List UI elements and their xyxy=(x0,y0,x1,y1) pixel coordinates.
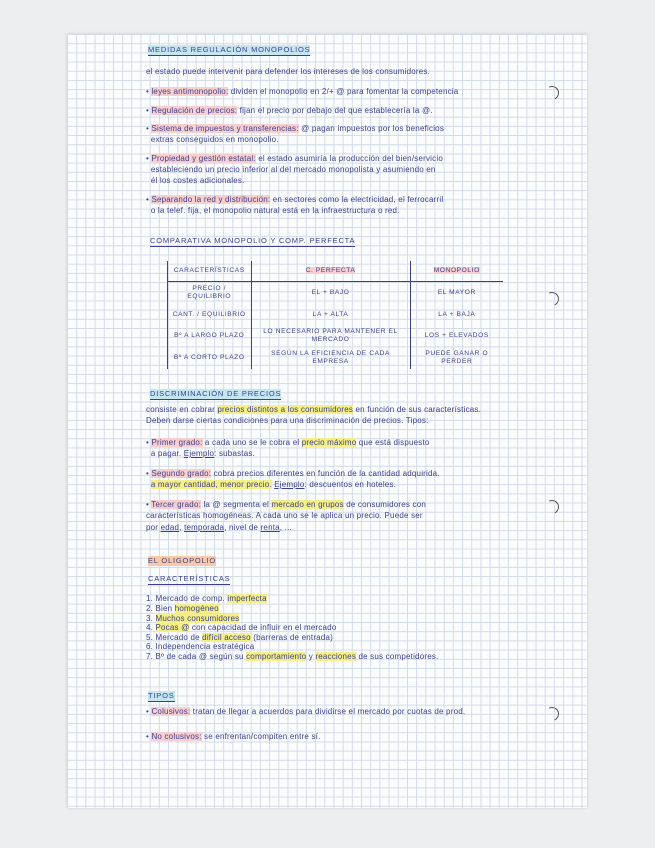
text-segment: , ... xyxy=(279,523,292,532)
table-cell: EL MAYOR xyxy=(410,282,503,305)
text-segment: consiste en cobrar xyxy=(146,405,218,414)
text-segment: de sus competidores. xyxy=(356,652,439,661)
highlighted-term: difícil acceso xyxy=(202,633,251,642)
table-cell: Bº A CORTO PLAZO xyxy=(168,347,252,369)
text-line xyxy=(146,523,292,532)
text-line xyxy=(146,500,426,509)
text-segment: en función de sus características. xyxy=(353,405,482,414)
text-segment: Ejemplo xyxy=(274,480,305,489)
highlighted-term: mercado en grupos xyxy=(271,500,344,509)
text-segment: 4. xyxy=(146,623,156,632)
text-segment: • xyxy=(146,87,152,96)
binder-hole-icon xyxy=(543,290,561,308)
heading-oligopolio: EL OLIGOPOLIO xyxy=(148,556,217,565)
text-segment: Deben darse ciertas condiciones para una discriminación de precios. Tipos: xyxy=(146,416,429,425)
table-header: MONOPOLIO xyxy=(410,261,503,282)
text-segment: por xyxy=(146,523,161,532)
text-line xyxy=(146,707,465,716)
heading-caracteristicas: CARACTERÍSTICAS xyxy=(148,574,231,583)
text-segment: (barreras de entrada) xyxy=(250,633,333,642)
highlighted-term: imperfecta xyxy=(227,594,267,603)
table-header: CARACTERÍSTICAS xyxy=(168,261,252,282)
text-segment: : subastas. xyxy=(214,449,255,458)
text-line xyxy=(146,165,436,174)
highlighted-term: homogéneo xyxy=(174,604,219,613)
table-cell: SEGÚN LA EFICIENCIA DE CADA EMPRESA xyxy=(251,347,410,369)
text-segment: temporada xyxy=(184,523,225,532)
text-segment: fijan el precio por debajo del que establecería la @. xyxy=(237,106,433,115)
highlighted-term: Regulación de precios: xyxy=(151,106,238,115)
text-line xyxy=(146,480,396,489)
table-cell: LA + BAJA xyxy=(410,304,503,325)
table-cell: Bº A LARGO PLAZO xyxy=(168,325,252,347)
text-segment: • xyxy=(146,500,152,509)
text-line xyxy=(146,67,430,76)
text-line xyxy=(146,604,219,613)
table-cell: PUEDE GANAR O PERDER xyxy=(410,347,503,369)
text-segment: cobra precios diferentes en función de la cantidad adquirida. xyxy=(211,469,440,478)
text-segment: • xyxy=(146,732,152,741)
text-line xyxy=(146,106,433,115)
comparison-table xyxy=(167,261,503,369)
binder-hole-icon xyxy=(543,498,561,516)
text-segment: 5. Mercado de xyxy=(146,633,203,642)
heading-medidas: MEDIDAS REGULACIÓN MONOPOLIOS xyxy=(148,45,311,54)
highlighted-term: Primer grado: xyxy=(151,438,203,447)
table-cell: EL + BAJO xyxy=(251,282,410,305)
text-line xyxy=(146,176,245,185)
text-segment: él los costes adicionales. xyxy=(146,176,245,185)
highlighted-term: Muchos consumidores xyxy=(155,614,240,623)
table-row xyxy=(168,347,504,369)
highlighted-term: Tercer grado: xyxy=(151,500,202,509)
highlighted-term: a mayor cantidad, menor precio. xyxy=(150,480,272,489)
text-line xyxy=(146,206,400,215)
highlighted-term: leyes antimonopolio: xyxy=(151,87,229,96)
text-segment: características homogéneas. A cada uno se le aplica un precio. Puede ser xyxy=(146,511,423,520)
text-line xyxy=(146,195,443,204)
text-segment: • xyxy=(146,469,152,478)
table-row xyxy=(168,325,504,347)
text-segment: la @ segmenta el xyxy=(201,500,272,509)
text-line xyxy=(146,594,267,603)
text-line xyxy=(146,469,440,478)
text-segment: • xyxy=(146,124,152,133)
text-segment: y xyxy=(306,652,316,661)
table-cell: LO NECESARIO PARA MANTENER EL MERCADO xyxy=(251,325,410,347)
text-segment: estableciendo un precio inferior al del mercado monopolista y asumiendo en xyxy=(146,165,436,174)
text-line xyxy=(146,449,255,458)
text-line xyxy=(146,124,444,133)
table-row xyxy=(168,304,504,325)
text-segment: en sectores como la electricidad, el ferrocarril xyxy=(270,195,444,204)
text-segment: a pagar. xyxy=(146,449,184,458)
text-segment: el estado asumiría la producción del bien/servicio xyxy=(255,154,443,163)
text-segment: 6. Independencia estratégica xyxy=(146,642,255,651)
text-line xyxy=(146,633,333,642)
text-line xyxy=(146,416,429,425)
text-line xyxy=(146,614,239,623)
table-row xyxy=(168,282,504,305)
table-cell: CANT. / EQUILIBRIO xyxy=(168,304,252,325)
binder-hole-icon xyxy=(543,705,561,723)
highlighted-term: Separando la red y distribución: xyxy=(151,195,271,204)
text-segment: , nivel de xyxy=(224,523,261,532)
text-line xyxy=(146,511,423,520)
text-segment: con capacidad de influir en el mercado xyxy=(189,623,337,632)
text-segment: • xyxy=(146,106,152,115)
text-segment: 3. xyxy=(146,614,156,623)
text-segment: renta xyxy=(260,523,280,532)
text-segment: , xyxy=(179,523,185,532)
text-segment: dividen el monopolio en 2/+ @ para fomentar la competencia xyxy=(228,87,459,96)
text-line xyxy=(146,87,458,96)
text-line xyxy=(146,154,443,163)
text-segment: 7. Bº de cada @ según su xyxy=(146,652,247,661)
highlighted-term: Colusivos: xyxy=(151,707,191,716)
highlighted-term: Sistema de impuestos y transferencias: xyxy=(151,124,299,133)
text-segment: • xyxy=(146,707,152,716)
table-header: C. PERFECTA xyxy=(251,261,410,282)
text-segment: • xyxy=(146,154,152,163)
text-line xyxy=(146,623,336,632)
text-line xyxy=(146,652,438,661)
heading-discriminacion: DISCRIMINACIÓN DE PRECIOS xyxy=(150,389,282,398)
heading-tipos: TIPOS xyxy=(148,691,175,700)
text-segment: • xyxy=(146,195,152,204)
heading-comparativa: COMPARATIVA MONOPOLIO Y COMP. PERFECTA xyxy=(150,236,356,245)
text-segment: que está dispuesto xyxy=(356,438,430,447)
text-segment: extras conseguidos en monopolio. xyxy=(146,135,279,144)
text-segment: : descuentos en hoteles. xyxy=(304,480,397,489)
table-cell: LOS + ELEVADOS xyxy=(410,325,503,347)
table-cell: PRECIO / EQUILIBRIO xyxy=(168,282,252,305)
highlighted-term: No colusivos: xyxy=(151,732,202,741)
text-segment: de consumidores con xyxy=(343,500,427,509)
highlighted-term: Propiedad y gestión estatal: xyxy=(151,154,256,163)
text-line xyxy=(146,438,430,447)
highlighted-term: Pocas @ xyxy=(155,623,190,632)
text-line xyxy=(146,732,321,741)
table-cell: LA + ALTA xyxy=(251,304,410,325)
text-segment: edad xyxy=(160,523,180,532)
highlighted-term: precio máximo xyxy=(301,438,357,447)
text-segment: a cada uno se le cobra el xyxy=(202,438,302,447)
text-line xyxy=(146,135,279,144)
text-segment: • xyxy=(146,438,152,447)
text-segment: tratan de llegar a acuerdos para dividirse el mercado por cuotas de prod. xyxy=(190,707,466,716)
text-segment: Ejemplo xyxy=(183,449,215,458)
text-line xyxy=(146,405,481,414)
text-segment: @ pagan impuestos por los beneficios xyxy=(298,124,445,133)
binder-hole-icon xyxy=(543,84,561,102)
highlighted-term: comportamiento xyxy=(246,652,307,661)
text-segment: se enfrentan/compiten entre sí. xyxy=(201,732,321,741)
text-segment: 2. Bien xyxy=(146,604,175,613)
text-segment: el estado puede intervenir para defender los intereses de los consumidores. xyxy=(146,67,431,76)
highlighted-term: reacciones xyxy=(315,652,357,661)
highlighted-term: Segundo grado: xyxy=(151,469,212,478)
highlighted-term: precios distintos a los consumidores xyxy=(217,405,354,414)
text-segment: o la telef. fija, el monopolio natural está en la infraestructura o red. xyxy=(146,206,400,215)
text-line xyxy=(146,642,254,651)
text-segment: 1. Mercado de comp. xyxy=(146,594,228,603)
